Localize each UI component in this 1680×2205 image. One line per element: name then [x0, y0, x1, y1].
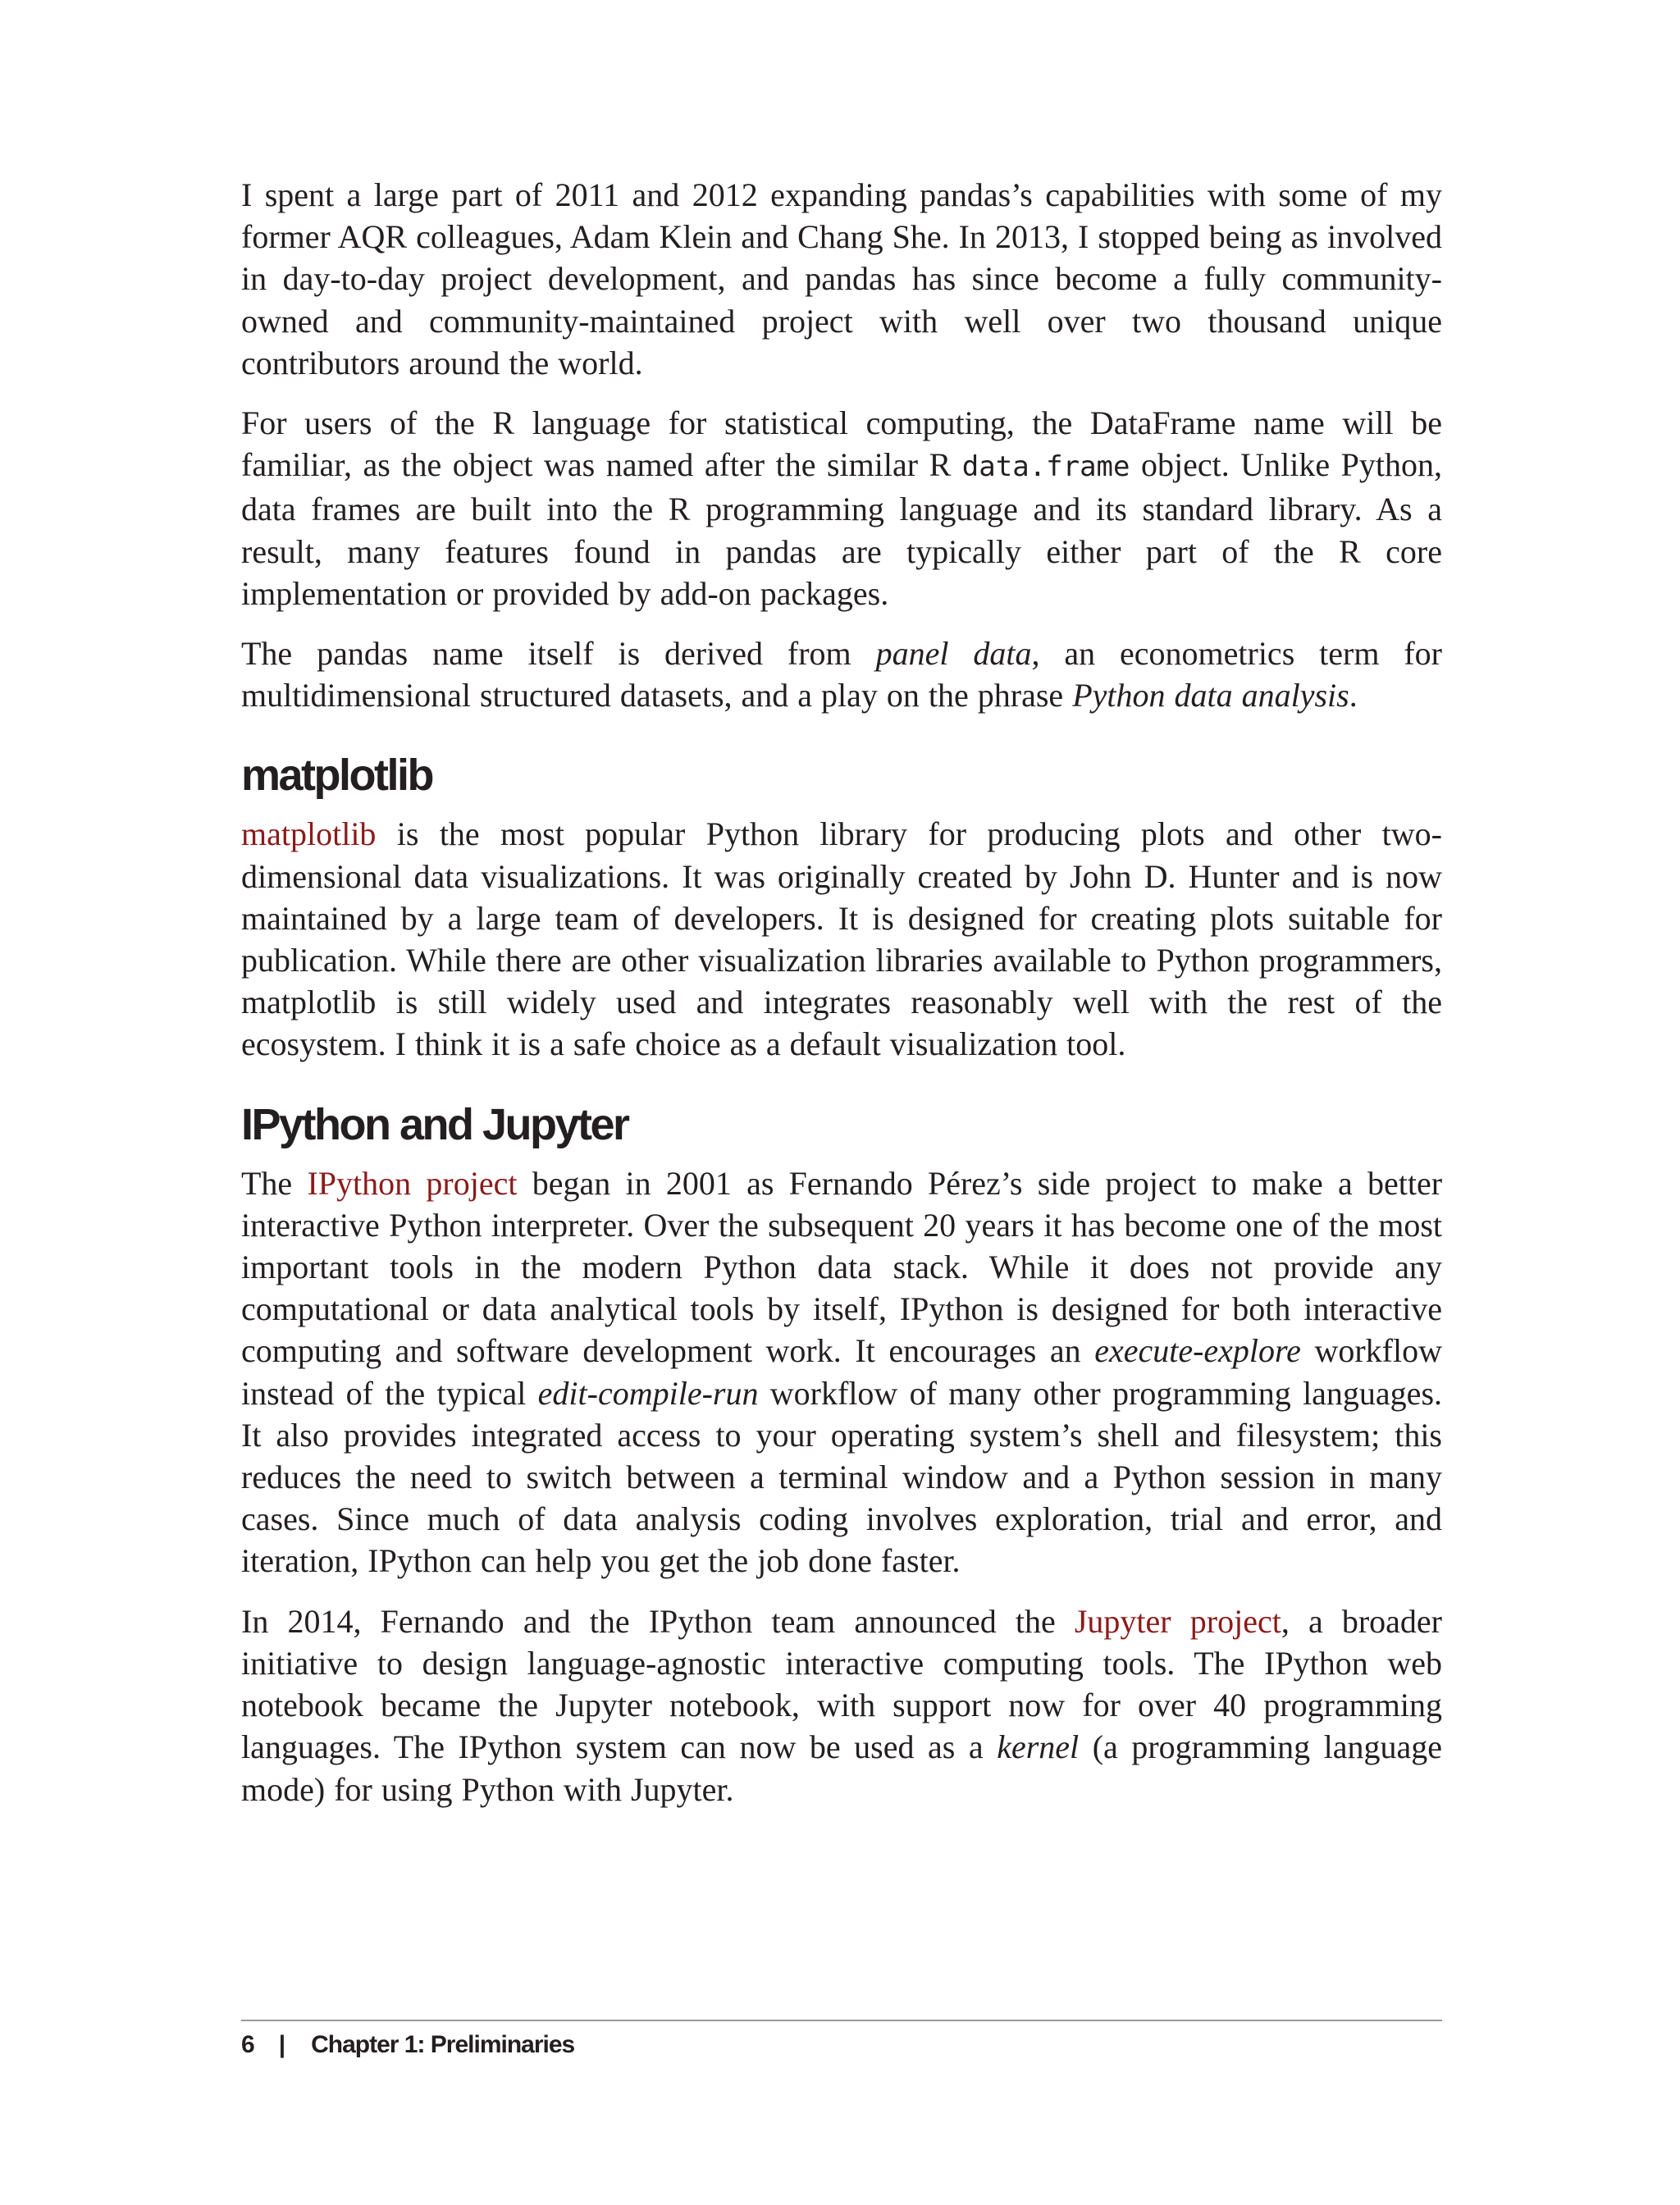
inline-code-data-frame: data.frame: [961, 450, 1130, 484]
emphasis-python-data-analysis: Python data analysis: [1072, 677, 1349, 714]
text-run: For users of the R language for statistical computing, the DataFrame name will be familiar, as the object was named after the similar R: [241, 404, 1442, 484]
text-run: object. Unlike Python, data frames are built into the R programming language and its standard library. As a result, many features found in pandas are typically either part of the R core implementation or provided by add-on packages.: [241, 446, 1443, 612]
page-number: 6: [241, 2031, 254, 2058]
text-run: In 2014, Fernando and the IPython team announced the: [241, 1602, 1075, 1640]
paragraph-matplotlib: [241, 813, 1442, 1065]
paragraph-pandas-history: I spent a large part of 2011 and 2012 expanding pandas’s capabilities with some of my former AQR colleagues, Adam Klein and Chang She. In 2013, I stopped being as involved in day-to-day project development, and pandas has since become a fully community-owned and community-maintained project with well over two thousand unique contributors around the world.: [241, 176, 1442, 381]
page-footer: [241, 2031, 574, 2059]
emphasis-panel-data: panel data: [875, 635, 1032, 673]
emphasis-edit-compile-run: edit-compile-run: [537, 1374, 759, 1412]
text-run: (a programming language mode) for using Python with Jupyter.: [241, 1728, 1442, 1808]
footer-separator: |: [278, 2031, 285, 2058]
emphasis-kernel: kernel: [997, 1728, 1080, 1766]
link-ipython-project[interactable]: IPython project: [307, 1164, 518, 1202]
footer-divider: [241, 2020, 1442, 2021]
text-run: workflow of many other programming languages. It also provides integrated access to your operating system’s shell and filesystem; this reduces the need to switch between a terminal window and a Python session in many cases. Since much of data analysis coding involves exploration, trial and error, and iteration, IPython can help you get the job done faster.: [241, 1374, 1443, 1580]
paragraph-pandas-name: [241, 632, 1442, 716]
page-body: [241, 174, 1442, 1828]
text-run: began in 2001 as Fernando Pérez’s side project to make a better interactive Python interpreter. Over the subsequent 20 years it has become one of the most important tools in the modern Python data stack. While it does not provide any computational or data analytical tools by itself, IPython is designed for both interactive computing and software development work. It encourages an: [241, 1164, 1443, 1370]
section-heading-matplotlib: matplotlib: [241, 751, 432, 801]
paragraph-dataframe-name: [241, 402, 1442, 614]
link-matplotlib[interactable]: matplotlib: [241, 815, 377, 853]
text-run: , an econometrics term for multidimensional structured datasets, and a play on the phrase: [241, 635, 1442, 714]
text-run: is the most popular Python library for producing plots and other two-dimensional data visualizations. It was originally created by John D. Hunter and is now maintained by a large team of developers. It is designed for creating plots suitable for publication. While there are other visualization libraries available to Python programmers, matplotlib is still widely used and integrates reasonably well with the rest of the ecosystem. I think it is a safe choice as a default visualization tool.: [241, 815, 1442, 1063]
text-run: The pandas name itself is derived from: [241, 635, 876, 673]
text-run: .: [1349, 677, 1358, 714]
paragraph-ipython: [241, 1162, 1442, 1582]
text-run: The: [241, 1164, 308, 1202]
chapter-title: Chapter 1: Preliminaries: [311, 2031, 575, 2058]
text-run: workflow instead of the typical: [241, 1332, 1442, 1412]
link-jupyter-project[interactable]: Jupyter project: [1074, 1602, 1281, 1640]
paragraph-jupyter: [241, 1600, 1442, 1810]
text-run: , a broader initiative to design language-agnostic interactive computing tools. The IPython web notebook became the Jupyter notebook, with support now for over 40 programming languages. The IPython system can now be used as a: [241, 1602, 1443, 1766]
emphasis-execute-explore: execute-explore: [1094, 1332, 1301, 1370]
section-heading-ipython-jupyter: IPython and Jupyter: [241, 1099, 628, 1149]
